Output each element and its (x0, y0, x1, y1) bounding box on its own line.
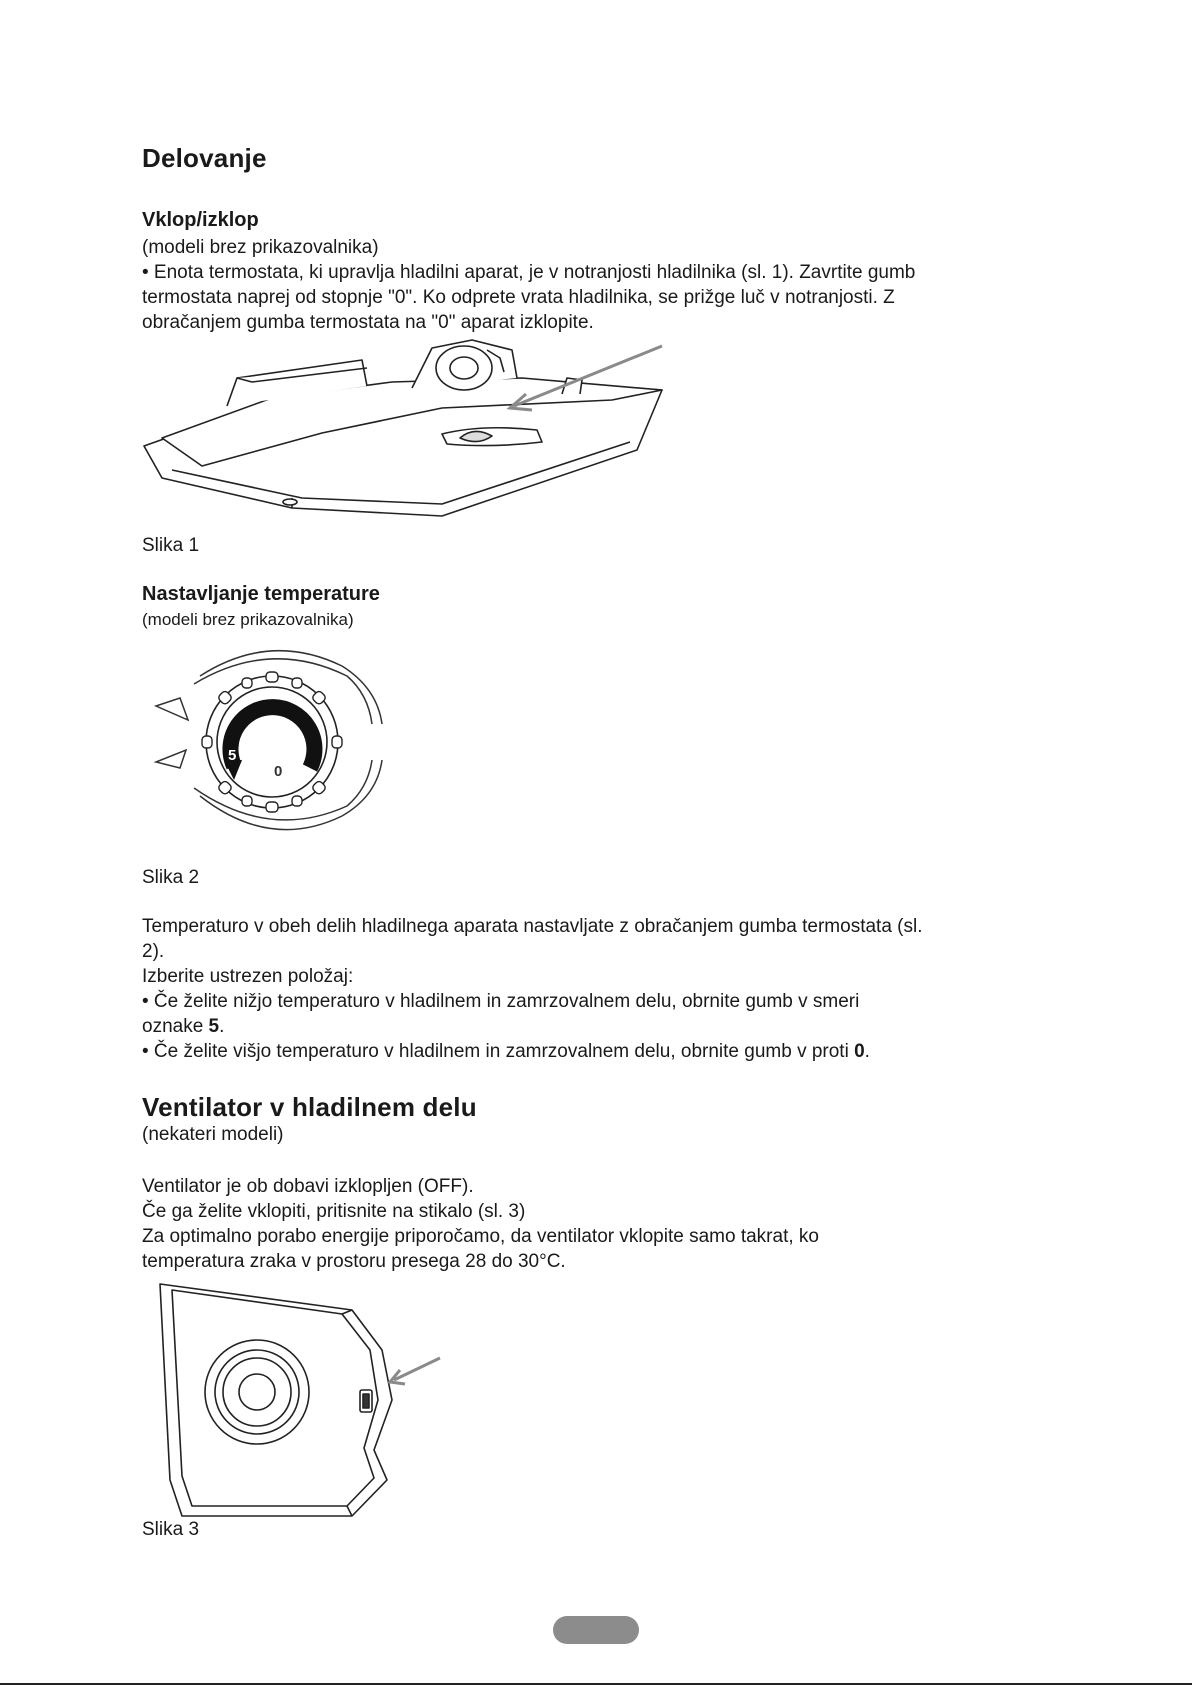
figure-caption: Slika 2 (142, 867, 200, 888)
text-run: . (219, 1016, 225, 1037)
body-line: Če ga želite vklopiti, pritisnite na stikalo (sl. 3) (142, 1201, 526, 1222)
body-line: Za optimalno porabo energije priporočamo, da ventilator vklopite samo takrat, ko (142, 1226, 819, 1247)
body-line: Temperaturo v obeh delih hladilnega aparata nastavljate z obračanjem gumba termostata (sl. (142, 916, 923, 937)
body-line (142, 1040, 870, 1065)
page-number-badge (553, 1616, 639, 1644)
text-run: . (864, 1041, 870, 1062)
fan-unit-illustration (142, 1280, 452, 1518)
body-line: • Enota termostata, ki upravlja hladilni aparat, je v notranjosti hladilnika (sl. 1). Zavrtite gumb (142, 262, 916, 283)
section-heading-on-off: Vklop/izklop (142, 209, 259, 231)
text-run: • Če želite višjo temperaturo v hladilnem in zamrzovalnem delu, obrnite gumb v proti (142, 1041, 855, 1062)
thermostat-dial-illustration (142, 636, 402, 848)
figure-caption: Slika 3 (142, 1519, 200, 1540)
dial-label-5: 5 (228, 747, 237, 764)
bold-run: 5 (208, 1016, 220, 1037)
section-note: (modeli brez prikazovalnika) (142, 237, 379, 258)
figure-caption: Slika 1 (142, 535, 200, 556)
body-line: obračanjem gumba termostata na "0" aparat izklopite. (142, 312, 594, 333)
dial-label-0: 0 (274, 763, 283, 780)
section-note: (nekateri modeli) (142, 1124, 284, 1145)
body-line: • Če želite nižjo temperaturo v hladilnem in zamrzovalnem delu, obrnite gumb v smeri (142, 991, 860, 1012)
body-line (142, 1015, 224, 1040)
body-line: Izberite ustrezen položaj: (142, 966, 354, 987)
text-run: oznake (142, 1016, 209, 1037)
section-note: (modeli brez prikazovalnika) (142, 610, 354, 629)
bold-run: 0 (854, 1041, 865, 1062)
body-line: termostata naprej od stopnje "0". Ko odprete vrata hladilnika, se prižge luč v notranjosti. Z (142, 287, 895, 308)
section-heading-fan: Ventilator v hladilnem delu (142, 1092, 477, 1122)
section-heading-temperature: Nastavljanje temperature (142, 583, 380, 605)
thermostat-unit-illustration (142, 338, 682, 528)
body-line: Ventilator je ob dobavi izklopljen (OFF). (142, 1176, 474, 1197)
body-line: 2). (142, 941, 165, 962)
body-line: temperatura zraka v prostoru presega 28 do 30°C. (142, 1251, 566, 1272)
page-title: Delovanje (142, 143, 267, 173)
